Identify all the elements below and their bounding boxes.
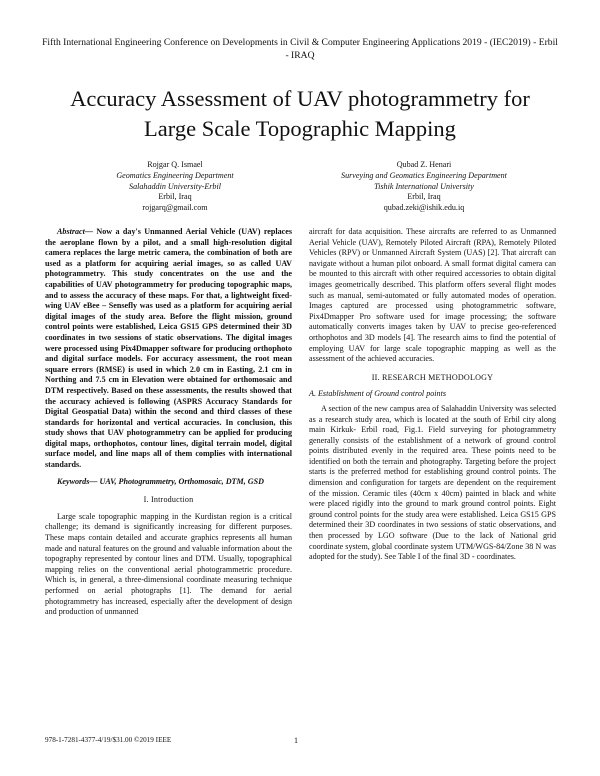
section-heading-introduction: I. Introduction bbox=[143, 495, 194, 505]
page-number: 1 bbox=[294, 736, 298, 745]
abstract-text: Now a day's Unmanned Aerial Vehicle (UAV) replaces the aeroplane flown by a pilot, and a small high-resolution digital camera replaces the large metric camera, the combination of both are used as a platform for acquiring aerial images, so as called UAV photogrammetry. This study concentrates on the use and the capabilities of UAV photogrammetry for producing topographic maps, and to assess the accuracy of these maps. For that, a lightweight fixed-wing UAV eBee – Sensefly was used as a platform for acquiring aerial digital images of the study area. Before the flight mission, ground control points were established, Leica GS15 GPS determined their 3D coordinates in two sessions of static observations. The digital images were processed using Pix4Dmapper software for producing orthophoto and digital surface models. For accuracy assessment, the root mean square errors (RMSE) is used in which 2.0 cm in Easting, 2.1 cm in Northing and 7.5 cm in Elevation were obtained for orthomosaic and DTM respectively. Based on these assessments, the results showed that the accuracy achieved is following (ASPRS Accuracy Standards for Digital Geospatial Data) within the second and third classes of these standards for horizontal and vertical accuracies. In conclusion, this study shows that UAV photogrammetry can be applied for producing digital maps, orthophotos, contour lines, digital terrain model, digital surface model, and line maps all of them complies with international standards. bbox=[45, 227, 292, 470]
abstract-label: Abstract— bbox=[57, 227, 93, 236]
author-city: Erbil, Iraq bbox=[407, 192, 441, 202]
right-column bbox=[309, 227, 556, 563]
paper-title bbox=[40, 84, 560, 144]
author-university: Salahaddin University-Erbil bbox=[129, 181, 221, 191]
author-block-2 bbox=[309, 160, 539, 214]
introduction-paragraph: Large scale topographic mapping in the Kurdistan region is a critical challenge; its demand is significantly increasing for different purposes. These maps contain detailed and accurate graphics represents all human made and natural features on the ground and valuable information about the topography represented by contour lines and DTM. Usually, topographical mapping relies on the conventional aerial photogrammetric procedure. Which is, in general, a three-dimensional coordinate measuring technique performed on aerial photographs [1]. The demand for aerial photogrammetry has increased, especially after the development of design and production of unmanned bbox=[45, 511, 292, 617]
title-line-2: Large Scale Topographic Mapping bbox=[144, 116, 456, 141]
author-email: qubad.zeki@ishik.edu.iq bbox=[383, 203, 465, 213]
introduction-continued-paragraph: aircraft for data acquisition. These aircrafts are referred to as Unmanned Aerial Vehicle (UAV), Remotely Piloted Aircraft (RPA), Remotely Piloted Vehicles (RPV) or Unmanned Aircraft System (UAS) [2]. That aircraft can navigate without a human pilot onboard. A small format digital camera can be mounted to this aircraft with other required accessories to obtain digital images geometrically described. This platform offers several flight modes such as manual, semi-automated or fully automated modes of operation. Images captured are processed using photogrammetric software, Pix4Dmapper Pro software used for image processing; the software automatically converts images taken by UAV to precise geo-referenced orthophotos and 3D models [4]. The research aims to find the potential of employing UAV for large scale topographic mapping as well as the assessment of the achieved accuracies. bbox=[309, 227, 556, 364]
footer-isbn: 978-1-7281-4377-4/19/$31.00 ©2019 IEEE bbox=[45, 736, 172, 744]
subsection-heading-ground-control: A. Establishment of Ground control points bbox=[309, 389, 446, 399]
title-line-1: Accuracy Assessment of UAV photogrammetry for bbox=[70, 86, 530, 111]
author-name: Qubad Z. Henari bbox=[396, 160, 452, 169]
author-department: Geomatics Engineering Department bbox=[116, 170, 234, 180]
author-name: Rojgar Q. Ismael bbox=[147, 160, 203, 169]
left-column bbox=[45, 227, 292, 618]
author-city: Erbil, Iraq bbox=[158, 192, 192, 202]
author-department: Surveying and Geomatics Engineering Department bbox=[341, 170, 507, 180]
conference-header: Fifth International Engineering Conference on Developments in Civil & Computer Engineering Applications 2019 - (IEC2019) - Erbil - IRAQ bbox=[42, 37, 558, 61]
methodology-paragraph: A section of the new campus area of Salahaddin University was selected as a research study area, which is located at the south of Erbil city along main Kirkuk- Erbil road, Fig.1. Field surveying for photogrammetry generally consists of the establishment of a network of ground control points distributed evenly in the required area. These points need to be identified on both the terrain and photography. Targeting before the project starts is the preferred method for establishing ground control points. The dimension and configuration for targets are dependent on the requirement of the mission. Ceramic tiles (40cm x 40cm) painted in black and white were placed rigidly into the ground to mark ground control points. Eight ground control points for the study area were established. Leica GS15 GPS determined their 3D coordinates in two sessions of static observations, and then processed by LGO software (Due to the lack of National grid coordinate system, global coordinate system UTM/WGS-84/Zone 38 N was adopted for the study). See Table I of the final 3D - coordinates. bbox=[309, 403, 556, 562]
author-email: rojgarq@gmail.com bbox=[142, 203, 208, 213]
section-heading-methodology: II. RESEARCH METHODOLOGY bbox=[371, 372, 494, 382]
abstract bbox=[45, 227, 292, 471]
author-university: Tishik International University bbox=[374, 181, 474, 191]
author-block-1 bbox=[60, 160, 290, 214]
keywords: Keywords— UAV, Photogrammetry, Orthomosaic, DTM, GSD bbox=[57, 476, 264, 486]
